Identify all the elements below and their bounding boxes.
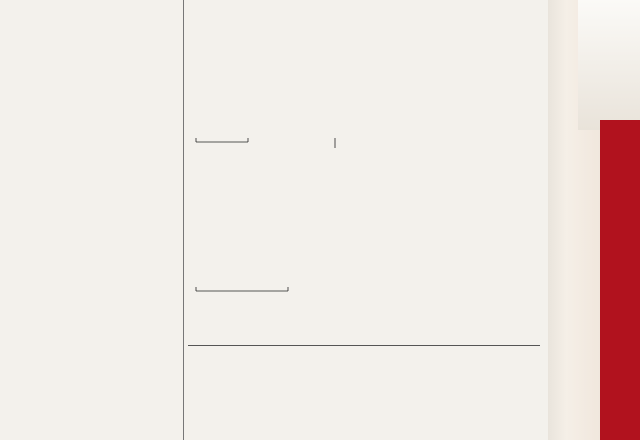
magazine-cover-top bbox=[578, 0, 640, 130]
left-text-column bbox=[0, 0, 183, 440]
bottom-divider bbox=[188, 345, 540, 346]
chart-bottom bbox=[188, 195, 548, 315]
left-paragraph bbox=[0, 0, 183, 2]
chart-top bbox=[188, 0, 548, 175]
magazine-cover-red bbox=[600, 120, 640, 440]
legend bbox=[405, 184, 545, 190]
column-divider bbox=[183, 0, 184, 440]
repeat-bracket-top bbox=[196, 138, 248, 142]
repeat-bracket-bottom bbox=[196, 287, 288, 291]
